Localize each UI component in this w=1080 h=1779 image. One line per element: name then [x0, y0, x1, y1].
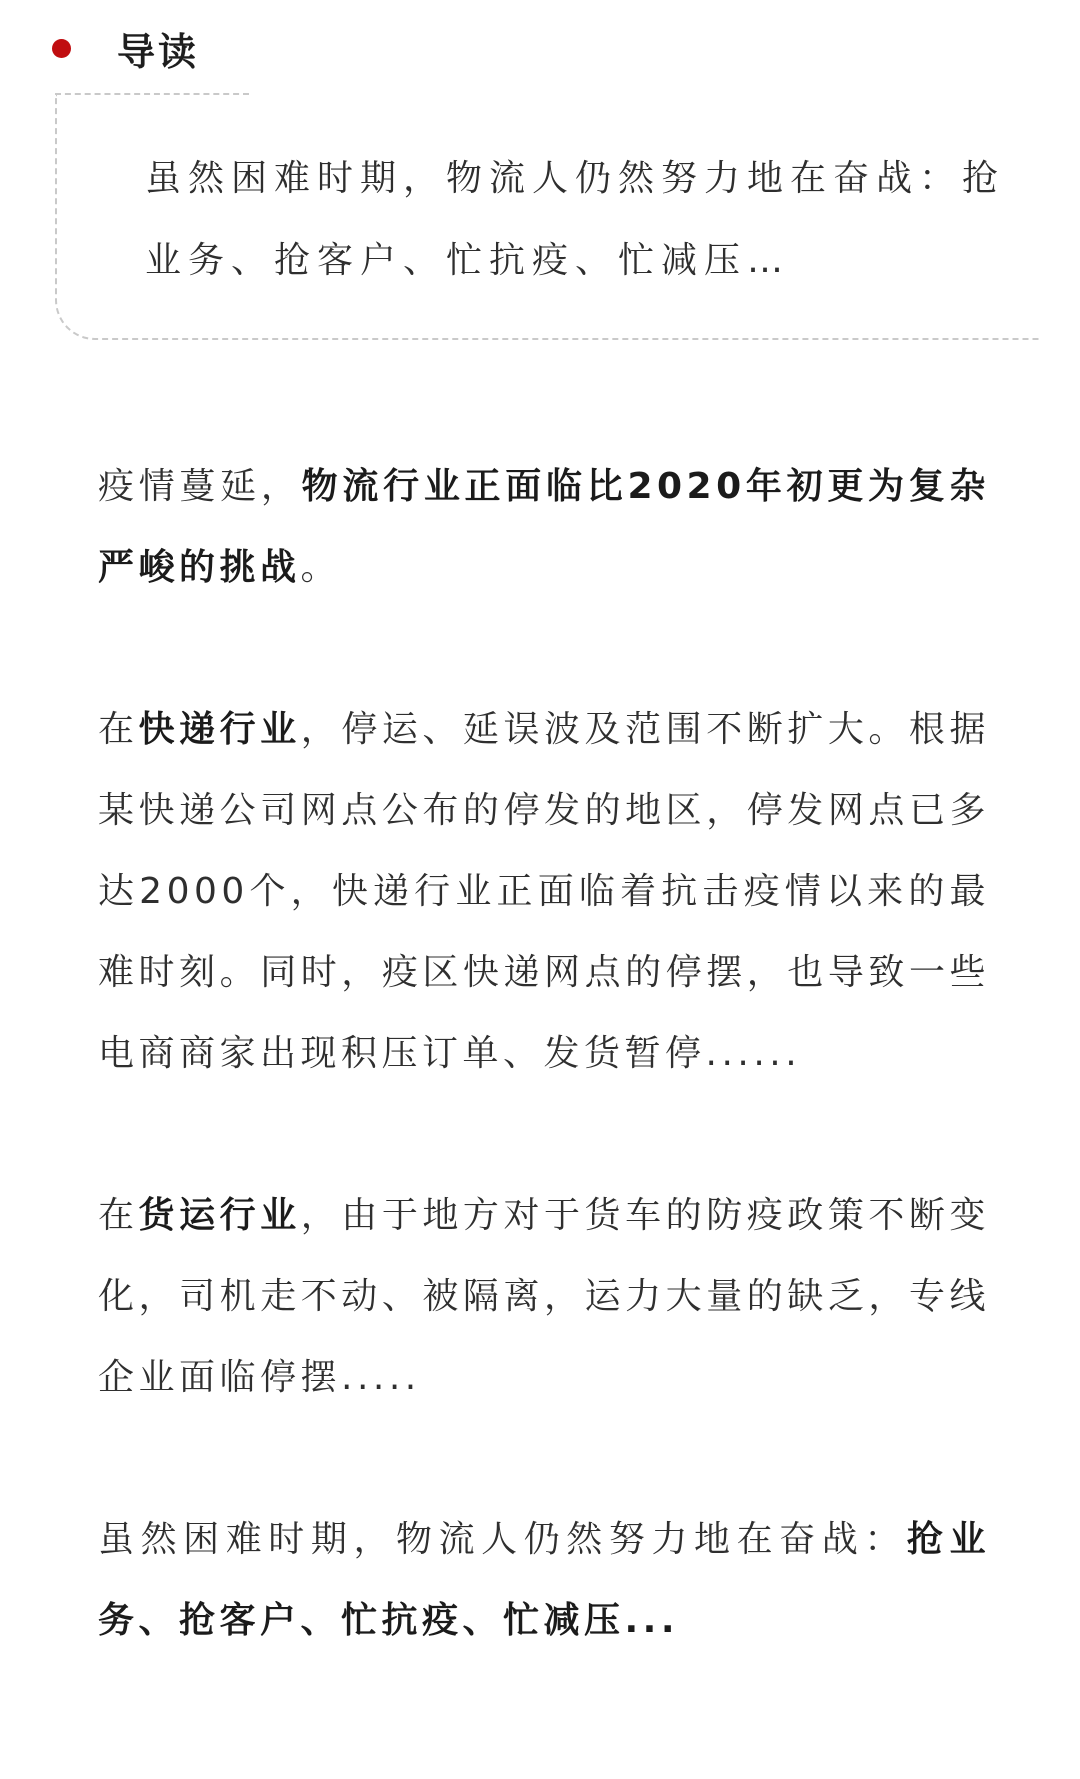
- paragraph-segment: ，由于地方对于货车的防疫政策不断变化，司机走不动、被隔离，运力大量的缺乏，专线企业面临停摆.....: [98, 1195, 990, 1398]
- paragraph-segment: ，停运、延误波及范围不断扩大。根据某快递公司网点公布的停发的地区，停发网点已多达2000个，快递行业正面临着抗击疫情以来的最难时刻。同时，疫区快递网点的停摆，也导致一些电商商家出现积压订单、发货暂停......: [98, 709, 990, 1074]
- paragraph: [98, 1175, 990, 1418]
- paragraph-segment: 。: [300, 547, 342, 588]
- paragraph-segment: 虽然困难时期，物流人仍然努力地在奋战：: [98, 1519, 907, 1560]
- paragraph-segment-bold: 物流行业正面临比2020年初更为复杂严峻的挑战: [98, 466, 990, 588]
- intro-text: 虽然困难时期，物流人仍然努力地在奋战：抢业务、抢客户、忙抗疫、忙减压…: [145, 158, 1006, 281]
- paragraph: [98, 446, 990, 608]
- paragraph-segment-bold: 货运行业: [138, 1195, 301, 1236]
- paragraph-segment: 在: [98, 709, 139, 750]
- paragraph: [98, 1499, 990, 1661]
- paragraph: [98, 689, 990, 1094]
- paragraph-segment: 疫情蔓延，: [98, 466, 302, 507]
- paragraph-segment-bold: 快递行业: [138, 709, 301, 750]
- intro-box: [55, 94, 1040, 340]
- article-body: [98, 446, 990, 1742]
- red-dot-icon: [52, 39, 71, 58]
- paragraph-segment-bold: 抢业务、抢客户、忙抗疫、忙减压...: [98, 1519, 990, 1641]
- section-title: 导读: [117, 29, 200, 74]
- section-header: [52, 18, 199, 78]
- paragraph-segment: 在: [98, 1195, 139, 1236]
